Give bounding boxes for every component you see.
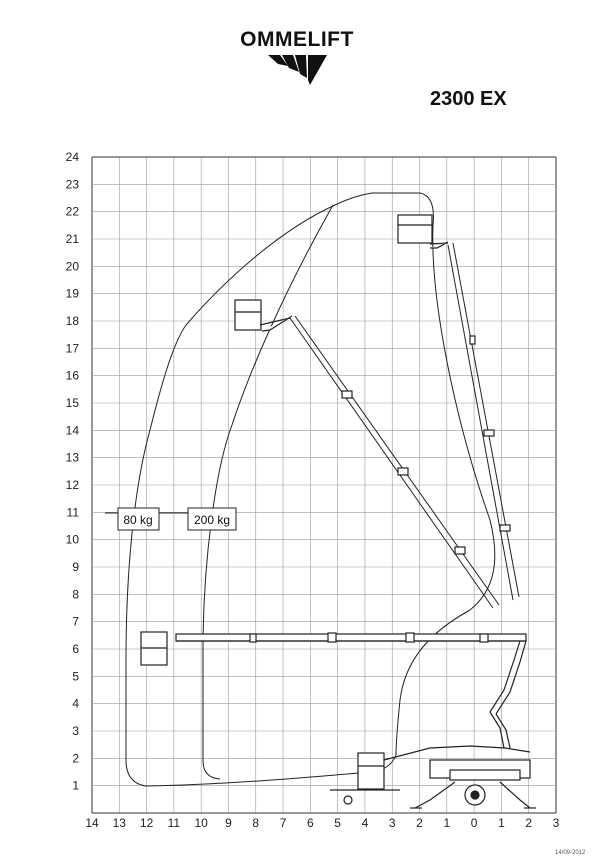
y-tick-label: 24 <box>65 150 79 164</box>
x-tick-label: 3 <box>552 816 560 830</box>
x-tick-label: 5 <box>334 816 341 830</box>
envelope-200kg <box>203 205 333 779</box>
y-tick-label: 13 <box>65 450 79 465</box>
x-tick-label: 11 <box>167 816 181 830</box>
y-tick-label: 2 <box>72 751 79 766</box>
y-tick-label: 14 <box>65 423 79 438</box>
load-label-200kg <box>188 508 236 530</box>
x-tick-label: 6 <box>307 816 314 830</box>
chassis <box>330 746 536 808</box>
y-tick-label: 3 <box>72 724 79 738</box>
y-tick-label: 21 <box>65 232 79 246</box>
x-tick-label: 13 <box>112 816 126 830</box>
y-tick-label: 1 <box>72 778 79 793</box>
y-tick-label: 6 <box>72 642 79 656</box>
x-tick-label: 1 <box>498 816 505 830</box>
y-tick-label: 23 <box>65 177 79 192</box>
x-tick-label: 2 <box>525 816 533 830</box>
x-tick-label: 2 <box>416 816 423 830</box>
load-label-200kg-text: 200 kg <box>193 513 231 527</box>
x-tick-label: 14 <box>85 816 99 830</box>
y-tick-label: 20 <box>65 259 79 274</box>
x-tick-label: 12 <box>139 816 154 830</box>
mast-lines <box>290 243 519 608</box>
load-label-80kg-text: 80 kg <box>123 513 153 527</box>
y-tick-label: 15 <box>65 396 79 410</box>
x-tick-label: 7 <box>279 816 287 830</box>
x-axis-labels <box>85 816 559 830</box>
boom-horizontal <box>141 632 526 748</box>
x-tick-label: 1 <box>443 816 451 830</box>
y-tick-label: 16 <box>65 368 79 383</box>
model-title: 2300 EX <box>430 88 507 110</box>
y-tick-label: 11 <box>66 505 79 520</box>
x-tick-label: 4 <box>361 816 369 830</box>
x-tick-label: 0 <box>470 816 478 830</box>
brand-name: OMMELIFT <box>240 28 354 51</box>
load-label-80kg <box>105 508 188 530</box>
y-tick-label: 8 <box>72 587 79 602</box>
y-tick-label: 10 <box>65 532 79 547</box>
x-tick-label: 9 <box>225 816 232 830</box>
grid <box>92 157 556 813</box>
boom-diagonal <box>235 300 465 554</box>
y-tick-label: 7 <box>72 614 79 629</box>
y-tick-label: 12 <box>65 478 79 492</box>
x-tick-label: 3 <box>388 816 396 830</box>
y-tick-label: 5 <box>72 669 79 684</box>
y-tick-label: 17 <box>65 341 79 356</box>
boom-vertical <box>398 215 510 531</box>
x-tick-label: 8 <box>252 816 260 830</box>
date-stamp: 14/09-2012 <box>555 850 586 856</box>
y-axis-labels <box>66 150 80 793</box>
y-tick-label: 19 <box>65 286 79 301</box>
y-tick-label: 9 <box>72 560 79 574</box>
y-tick-label: 22 <box>65 204 79 219</box>
x-tick-label: 10 <box>194 816 208 830</box>
y-tick-label: 4 <box>72 696 79 711</box>
y-tick-label: 18 <box>65 314 79 328</box>
